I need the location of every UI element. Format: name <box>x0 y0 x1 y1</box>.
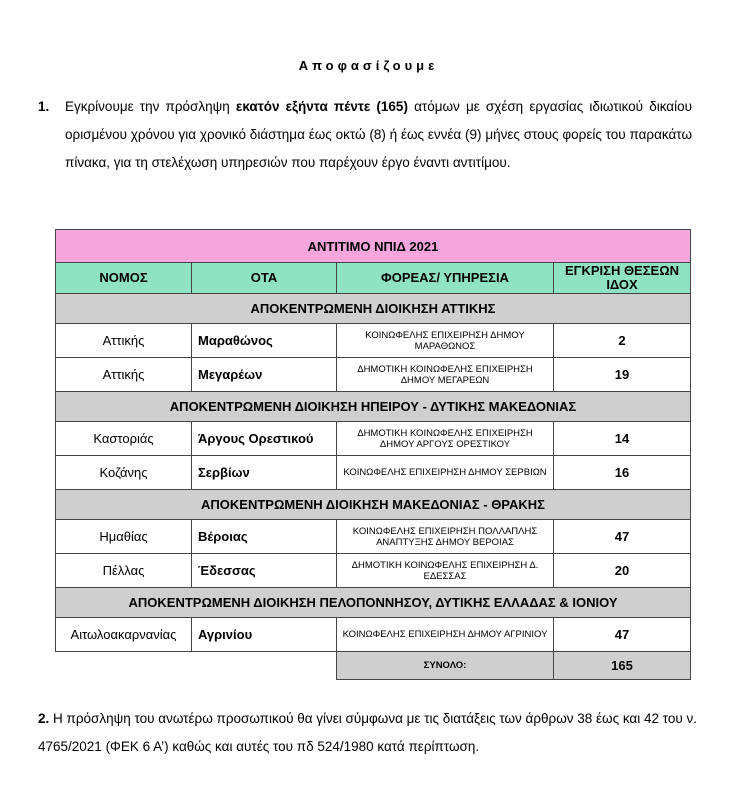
cell-foreas: ΔΗΜΟΤΙΚΗ ΚΟΙΝΩΦΕΛΗΣ ΕΠΙΧΕΙΡΗΣΗ Δ. ΕΔΕΣΣΑΣ <box>337 554 554 588</box>
region-name: ΑΠΟΚΕΝΤΡΩΜΕΝΗ ΔΙΟΙΚΗΣΗ ΠΕΛΟΠΟΝΝΗΣΟΥ, ΔΥΤΙΚΗΣ ΕΛΛΑΔΑΣ & ΙΟΝΙΟΥ <box>56 588 691 618</box>
header-foreas: ΦΟΡΕΑΣ/ ΥΠΗΡΕΣΙΑ <box>337 263 554 294</box>
total-blank <box>56 652 337 680</box>
paragraph-1-text-bold: εκατόν εξήντα πέντε (165) <box>235 99 408 114</box>
table-title: ΑΝΤΙΤΙΜΟ ΝΠΙΔ 2021 <box>56 230 691 263</box>
cell-theseis: 2 <box>554 324 691 358</box>
cell-foreas: ΚΟΙΝΩΦΕΛΗΣ ΕΠΙΧΕΙΡΗΣΗ ΔΗΜΟΥ ΑΓΡΙΝΙΟΥ <box>337 618 554 652</box>
paragraph-2-text: Η πρόσληψη του ανωτέρω προσωπικού θα γίνει σύμφωνα με τις διατάξεις των άρθρων 38 έως και 42 του ν. 4765/2021 (ΦΕΚ 6 Α’) καθώς και αυτές του πδ 524/1980 κατά περίπτωση. <box>38 711 698 754</box>
table-header-row <box>56 263 691 294</box>
cell-nomos: Καστοριάς <box>56 422 192 456</box>
cell-nomos: Ημαθίας <box>56 520 192 554</box>
cell-theseis: 16 <box>554 456 691 490</box>
cell-theseis: 14 <box>554 422 691 456</box>
region-name: ΑΠΟΚΕΝΤΡΩΜΕΝΗ ΔΙΟΙΚΗΣΗ ΜΑΚΕΔΟΝΙΑΣ - ΘΡΑΚΗΣ <box>56 490 691 520</box>
paragraph-1-text-before: Εγκρίνουμε την πρόσληψη <box>65 99 236 114</box>
cell-ota: Σερβίων <box>192 456 337 490</box>
paragraph-1 <box>38 93 692 177</box>
table-title-row <box>56 230 691 263</box>
region-row <box>56 392 691 422</box>
cell-nomos: Πέλλας <box>56 554 192 588</box>
positions-table <box>55 229 691 680</box>
region-row <box>56 294 691 324</box>
total-value: 165 <box>554 652 691 680</box>
cell-ota: Μεγαρέων <box>192 358 337 392</box>
region-name: ΑΠΟΚΕΝΤΡΩΜΕΝΗ ΔΙΟΙΚΗΣΗ ΗΠΕΙΡΟΥ - ΔΥΤΙΚΗΣ ΜΑΚΕΔΟΝΙΑΣ <box>56 392 691 422</box>
region-row <box>56 490 691 520</box>
cell-theseis: 47 <box>554 618 691 652</box>
cell-nomos: Αττικής <box>56 358 192 392</box>
cell-nomos: Αττικής <box>56 324 192 358</box>
total-label: ΣΥΝΟΛΟ: <box>337 652 554 680</box>
cell-nomos: Κοζάνης <box>56 456 192 490</box>
cell-foreas: ΔΗΜΟΤΙΚΗ ΚΟΙΝΩΦΕΛΗΣ ΕΠΙΧΕΙΡΗΣΗ ΔΗΜΟΥ ΜΕΓΑΡΕΩΝ <box>337 358 554 392</box>
paragraph-1-number: 1. <box>38 99 50 114</box>
cell-ota: Έδεσσας <box>192 554 337 588</box>
cell-ota: Αγρινίου <box>192 618 337 652</box>
paragraph-1-text <box>65 93 692 177</box>
region-name: ΑΠΟΚΕΝΤΡΩΜΕΝΗ ΔΙΟΙΚΗΣΗ ΑΤΤΙΚΗΣ <box>56 294 691 324</box>
cell-ota: Βέροιας <box>192 520 337 554</box>
total-row <box>56 652 691 680</box>
cell-theseis: 20 <box>554 554 691 588</box>
table-row <box>56 422 691 456</box>
region-row <box>56 588 691 618</box>
table-row <box>56 554 691 588</box>
decision-heading: Αποφασίζουμε <box>298 58 439 73</box>
header-theseis: ΕΓΚΡΙΣΗ ΘΕΣΕΩΝ ΙΔΟΧ <box>554 263 691 294</box>
cell-foreas: ΚΟΙΝΩΦΕΛΗΣ ΕΠΙΧΕΙΡΗΣΗ ΠΟΛΛΑΠΛΗΣ ΑΝΑΠΤΥΞΗΣ ΔΗΜΟΥ ΒΕΡΟΙΑΣ <box>337 520 554 554</box>
paragraph-1-text-after: ατόμων με σχέση εργασίας ιδιωτικού δικαίου ορισμένου χρόνου για χρονικό διάστημα έως οκτώ (8) ή έως εννέα (9) μήνες στους φορείς του παρακάτω πίνακα, για τη στελέχωση υπηρεσιών που παρέχουν έργο έναντι αντιτίμου. <box>65 99 693 170</box>
cell-theseis: 19 <box>554 358 691 392</box>
cell-foreas: ΔΗΜΟΤΙΚΗ ΚΟΙΝΩΦΕΛΗΣ ΕΠΙΧΕΙΡΗΣΗ ΔΗΜΟΥ ΑΡΓΟΥΣ ΟΡΕΣΤΙΚΟΥ <box>337 422 554 456</box>
header-ota: ΟΤΑ <box>192 263 337 294</box>
header-nomos: ΝΟΜΟΣ <box>56 263 192 294</box>
cell-foreas: ΚΟΙΝΩΦΕΛΗΣ ΕΠΙΧΕΙΡΗΣΗ ΔΗΜΟΥ ΣΕΡΒΙΩΝ <box>337 456 554 490</box>
table-row <box>56 618 691 652</box>
cell-nomos: Αιτωλοακαρνανίας <box>56 618 192 652</box>
paragraph-2 <box>38 705 698 761</box>
table-row <box>56 324 691 358</box>
table-row <box>56 456 691 490</box>
table-row <box>56 520 691 554</box>
table-row <box>56 358 691 392</box>
cell-ota: Άργους Ορεστικού <box>192 422 337 456</box>
cell-theseis: 47 <box>554 520 691 554</box>
cell-ota: Μαραθώνος <box>192 324 337 358</box>
cell-foreas: ΚΟΙΝΩΦΕΛΗΣ ΕΠΙΧΕΙΡΗΣΗ ΔΗΜΟΥ ΜΑΡΑΘΩΝΟΣ <box>337 324 554 358</box>
paragraph-2-number: 2. <box>38 711 50 726</box>
